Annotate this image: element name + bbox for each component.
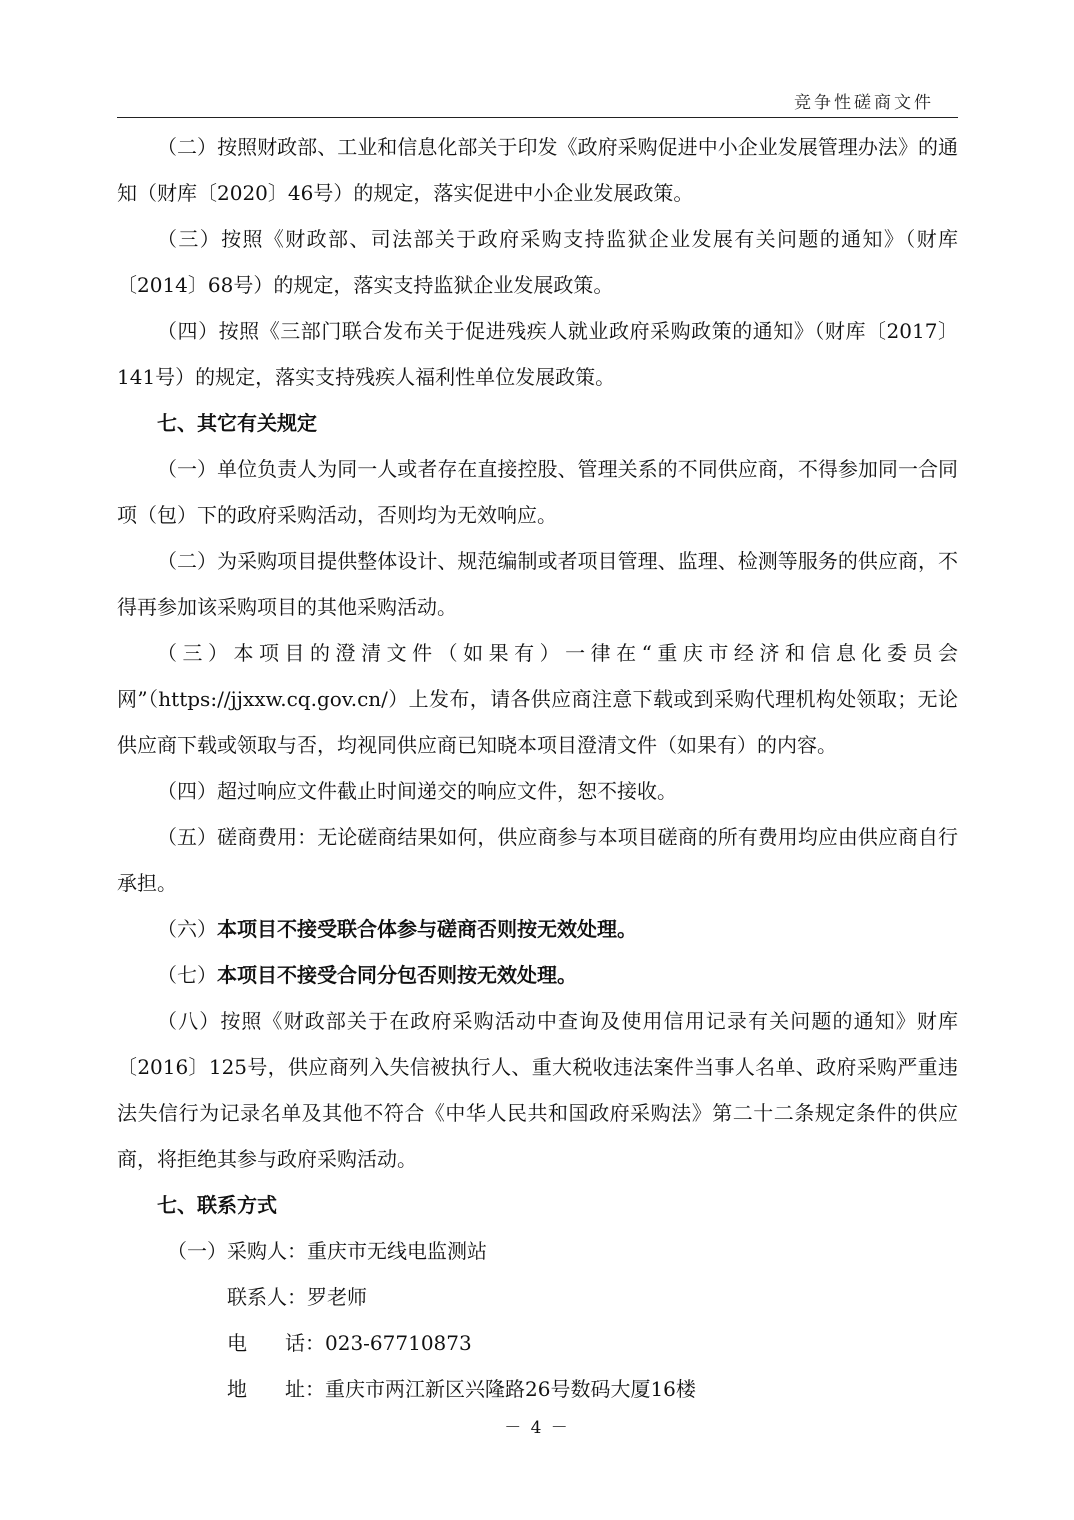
paragraph-rule-8: （八）按照《财政部关于在政府采购活动中查询及使用信用记录有关问题的通知》财库〔2016〕125号，供应商列入失信被执行人、重大税收违法案件当事人名单、政府采购严重违法失信行为记录名单及其他不符合《中华人民共和国政府采购法》第二十二条规定条件的供应商，将拒绝其参与政府采购活动。 (117, 1009, 958, 1171)
purchaser-name: 重庆市无线电监测站 (307, 1239, 487, 1263)
rule-6-prefix: （六） (157, 917, 217, 941)
contact-person-row (117, 1274, 958, 1320)
page-content (117, 124, 958, 1412)
address-label: 地 址 (227, 1377, 305, 1401)
paragraph-disability-policy: （四）按照《三部门联合发布关于促进残疾人就业政府采购政策的通知》（财库〔2017〕141号）的规定，落实支持残疾人福利性单位发展政策。 (117, 319, 958, 389)
rule-7-text: 本项目不接受合同分包否则按无效处理。 (217, 963, 577, 987)
rule-6-text: 本项目不接受联合体参与磋商否则按无效处理。 (217, 917, 637, 941)
paragraph-rule-3: （三）本项目的澄清文件（如果有）一律在“重庆市经济和信息化委员会网”（https://jjxxw.cq.gov.cn/）上发布，请各供应商注意下载或到采购代理机构处领取；无论供应商下载或领取与否，均视同供应商已知晓本项目澄清文件（如果有）的内容。 (117, 641, 958, 757)
paragraph-rule-5: （五）磋商费用：无论磋商结果如何，供应商参与本项目磋商的所有费用均应由供应商自行承担。 (117, 825, 958, 895)
paragraph-sme-policy: （二）按照财政部、工业和信息化部关于印发《政府采购促进中小企业发展管理办法》的通知（财库〔2020〕46号）的规定，落实促进中小企业发展政策。 (117, 135, 958, 205)
contact-person-label: 联系人： (227, 1285, 307, 1309)
contact-person-name: 罗老师 (307, 1285, 367, 1309)
purchaser-label: （一）采购人： (167, 1239, 307, 1263)
paragraph-prison-enterprise-policy: （三）按照《财政部、司法部关于政府采购支持监狱企业发展有关问题的通知》（财库〔2014〕68号）的规定，落实支持监狱企业发展政策。 (117, 227, 958, 297)
contact-phone-row: 电 话：023-67710873 (117, 1320, 958, 1366)
rule-7-prefix: （七） (157, 963, 217, 987)
phone-number: 023-67710873 (325, 1331, 472, 1355)
paragraph-rule-6 (117, 906, 958, 952)
section-heading-contact: 七、联系方式 (157, 1193, 277, 1217)
contact-purchaser (117, 1228, 958, 1274)
page-number: － 4 － (504, 1418, 570, 1438)
paragraph-rule-4: （四）超过响应文件截止时间递交的响应文件，恕不接收。 (157, 779, 677, 803)
phone-label: 电 话 (227, 1331, 305, 1355)
paragraph-rule-1: （一）单位负责人为同一人或者存在直接控股、管理关系的不同供应商，不得参加同一合同项（包）下的政府采购活动，否则均为无效响应。 (117, 457, 958, 527)
document-header-title: 竞争性磋商文件 (794, 93, 934, 113)
paragraph-rule-7 (117, 952, 958, 998)
paragraph-rule-2: （二）为采购项目提供整体设计、规范编制或者项目管理、监理、检测等服务的供应商，不得再参加该采购项目的其他采购活动。 (117, 549, 958, 619)
header-divider (117, 117, 958, 118)
contact-address-row: 地 址：重庆市两江新区兴隆路26号数码大厦16楼 (117, 1366, 958, 1412)
section-heading-other-rules: 七、其它有关规定 (157, 411, 317, 435)
address-text: 重庆市两江新区兴隆路26号数码大厦16楼 (325, 1377, 696, 1401)
